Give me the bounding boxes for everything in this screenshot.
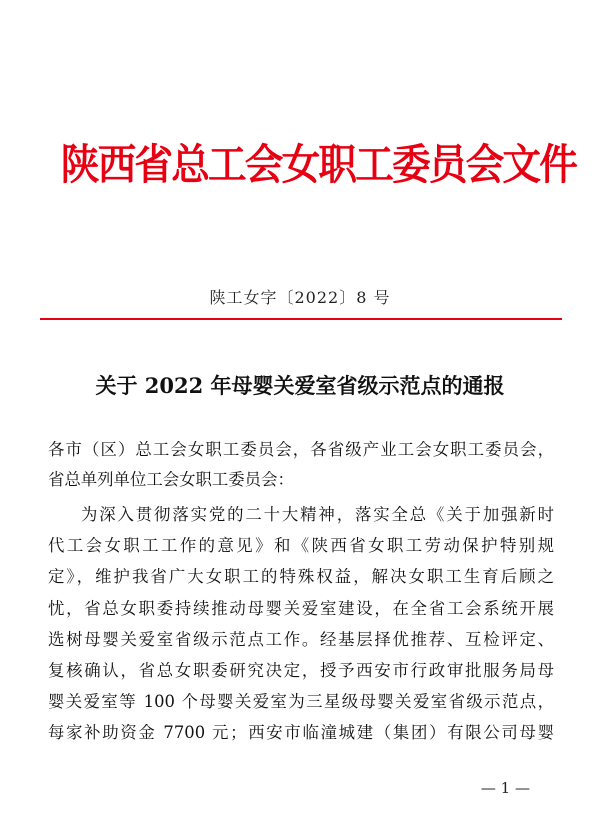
body-line: 代工会女职工工作的意见》和《陕西省女职工劳动保护特别规 bbox=[48, 536, 554, 556]
document-number: 陕工女字〔2022〕8 号 bbox=[209, 288, 391, 307]
body-line: 婴关爱室等 100 个母婴关爱室为三星级母婴关爱室省级示范点， bbox=[48, 692, 554, 712]
addressee-line: 省总单列单位工会女职工委员会： bbox=[48, 470, 294, 489]
document-title: 关于 2022 年母婴关爱室省级示范点的通报 bbox=[95, 373, 505, 398]
issuer-header: 陕西省总工会女职工委员会文件 bbox=[60, 140, 577, 189]
addressee-line: 各市（区）总工会女职工委员会，各省级产业工会女职工委员会， bbox=[48, 440, 554, 459]
page-number: — 1 — bbox=[480, 779, 530, 797]
body-line: 定》，维护我省广大女职工的特殊权益，解决女职工生育后顾之 bbox=[48, 567, 554, 587]
body-line: 复核确认，省总女职委研究决定，授予西安市行政审批服务局母 bbox=[48, 661, 554, 681]
body-line: 每家补助资金 7700 元；西安市临潼城建（集团）有限公司母婴 bbox=[48, 723, 554, 743]
red-divider-line bbox=[40, 318, 562, 320]
body-line: 选树母婴关爱室省级示范点工作。经基层择优推荐、互检评定、 bbox=[48, 629, 554, 649]
body-line: 忧，省总女职委持续推动母婴关爱室建设，在全省工会系统开展 bbox=[48, 598, 554, 618]
body-line: 为深入贯彻落实党的二十大精神，落实全总《关于加强新时 bbox=[81, 505, 554, 524]
body-paragraph bbox=[48, 499, 554, 749]
